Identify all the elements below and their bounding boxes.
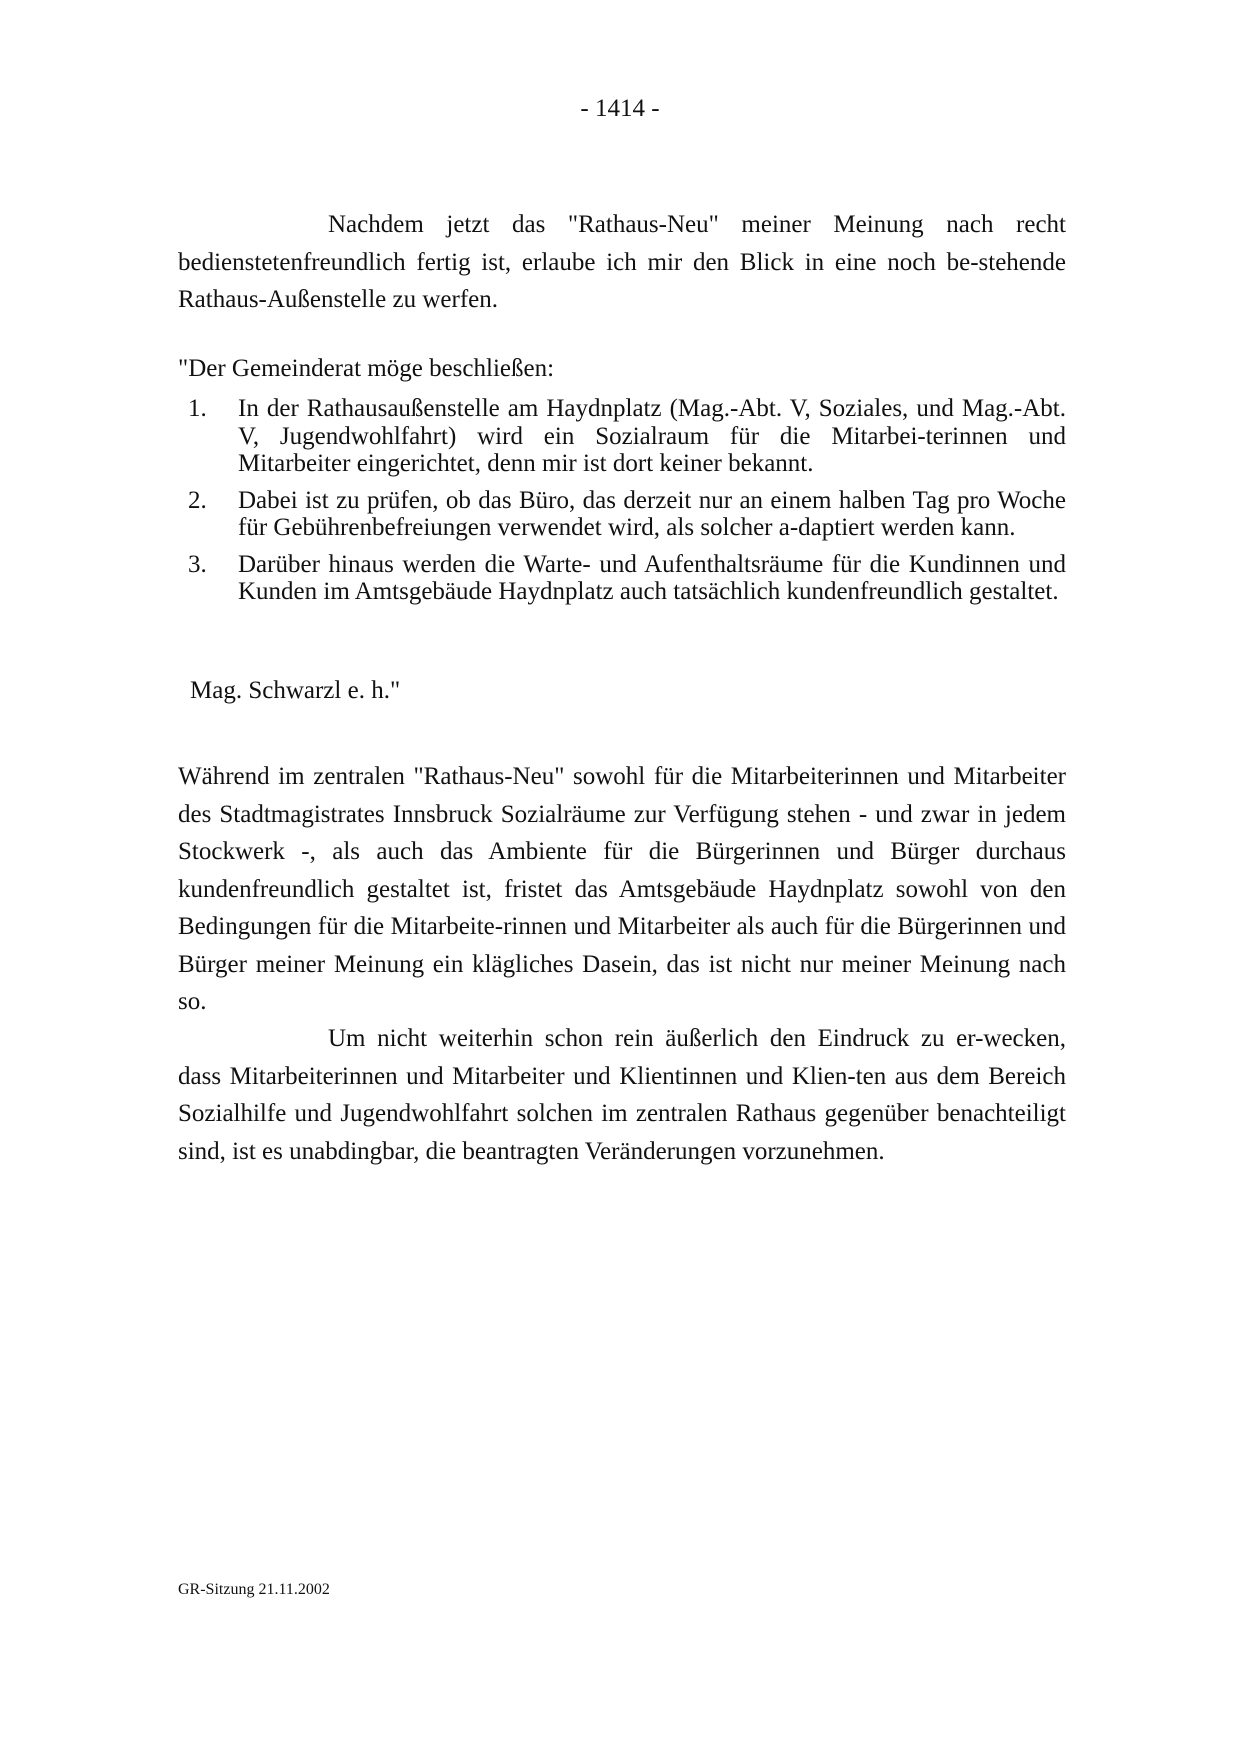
body-paragraph: Während im zentralen "Rathaus-Neu" sowohl für die Mitarbeiterinnen und Mitarbeiter des Stadtmagistrates Innsbruck Sozialräume zur Verfügung stehen - und zwar in jedem Stockwerk -, als auch das Ambiente für die Bürgerinnen und Bürger durchaus kundenfreundlich gestaltet ist, fristet das Amtsgebäude Haydnplatz sowohl von den Bedingungen für die Mitarbeite-rinnen und Mitarbeiter als auch für die Bürgerinnen und Bürger meiner Meinung ein klägliches Dasein, das ist nicht nur meiner Meinung nach so. (178, 763, 1066, 1015)
motion-item-number: 1. (188, 395, 207, 422)
motion-item (178, 395, 1066, 478)
motion-item-text: Darüber hinaus werden die Warte- und Aufenthaltsräume für die Kundinnen und Kunden im Amtsgebäude Haydnplatz auch tatsächlich kundenfreundlich gestaltet. (238, 550, 1066, 605)
motion-item-text: In der Rathausaußenstelle am Haydnplatz (Mag.-Abt. V, Soziales, und Mag.-Abt. V, Jugendwohlfahrt) wird ein Sozialraum für die Mitarbei-terinnen und Mitarbeiter eingerichtet, denn mir ist dort keiner bekannt. (238, 395, 1066, 477)
footer-session-date: GR-Sitzung 21.11.2002 (178, 1581, 330, 1598)
motion-list (178, 395, 1066, 615)
motion-item-text: Dabei ist zu prüfen, ob das Büro, das derzeit nur an einem halben Tag pro Woche für Gebührenbefreiungen verwendet wird, als solcher a-daptiert werden kann. (238, 486, 1066, 541)
motion-title: "Der Gemeinderat möge beschließen: (178, 355, 555, 382)
body-paragraph: Um nicht weiterhin schon rein äußerlich den Eindruck zu er-wecken, dass Mitarbeiterinnen und Mitarbeiter und Klientinnen und Klien-ten aus dem Bereich Sozialhilfe und Jugendwohlfahrt solchen im zentralen Rathaus gegenüber benachteiligt sind, ist es unabdingbar, die beantragten Veränderungen vorzunehmen. (178, 1025, 1066, 1165)
motion-signature: Mag. Schwarzl e. h." (190, 677, 401, 704)
intro-paragraph: Nachdem jetzt das "Rathaus-Neu" meiner Meinung nach recht bedienstetenfreundlich fertig ist, erlaube ich mir den Blick in eine noch be-stehende Rathaus-Außenstelle zu werfen. (178, 211, 1066, 313)
motion-item-number: 2. (188, 486, 207, 514)
motion-item-number: 3. (188, 550, 207, 578)
motion-item (178, 551, 1066, 606)
page-number: - 1414 - (580, 95, 660, 122)
motion-item (178, 487, 1066, 542)
